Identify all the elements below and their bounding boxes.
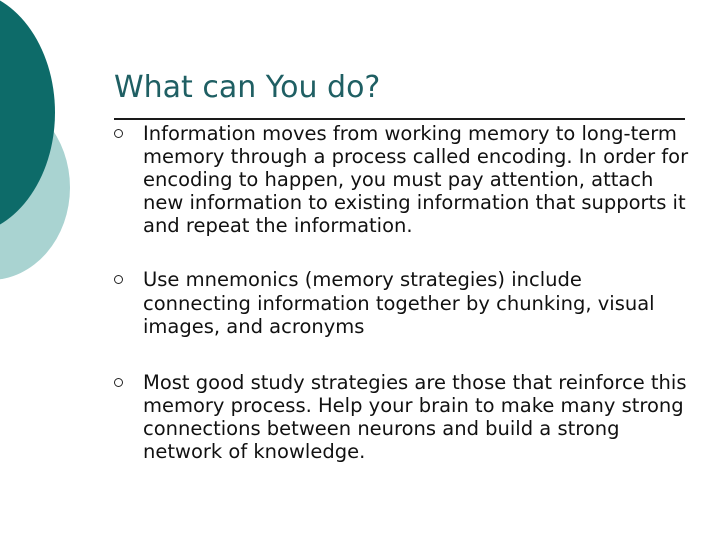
bullet-text: Most good study strategies are those that reinforce this memory process. Help your brain to make many strong connections between neurons and build a strong network of knowledge. bbox=[143, 370, 687, 464]
hollow-circle-bullet-icon bbox=[114, 275, 123, 284]
slide-title: What can You do? bbox=[114, 70, 381, 105]
bullet-text: Information moves from working memory to long-term memory through a process called encoding. In order for encoding to happen, you must pay attention, attach new information to existing information that supports it and repeat the information. bbox=[143, 122, 689, 238]
bullet-item bbox=[114, 371, 694, 463]
bullet-text: Use mnemonics (memory strategies) include connecting information together by chunking, visual images, and acronyms bbox=[143, 268, 655, 338]
hollow-circle-bullet-icon bbox=[114, 129, 123, 138]
hollow-circle-bullet-icon bbox=[114, 378, 123, 387]
bullet-item bbox=[114, 122, 694, 237]
bullet-item bbox=[114, 268, 694, 337]
title-underline bbox=[114, 118, 685, 120]
bullet-list bbox=[114, 122, 694, 463]
